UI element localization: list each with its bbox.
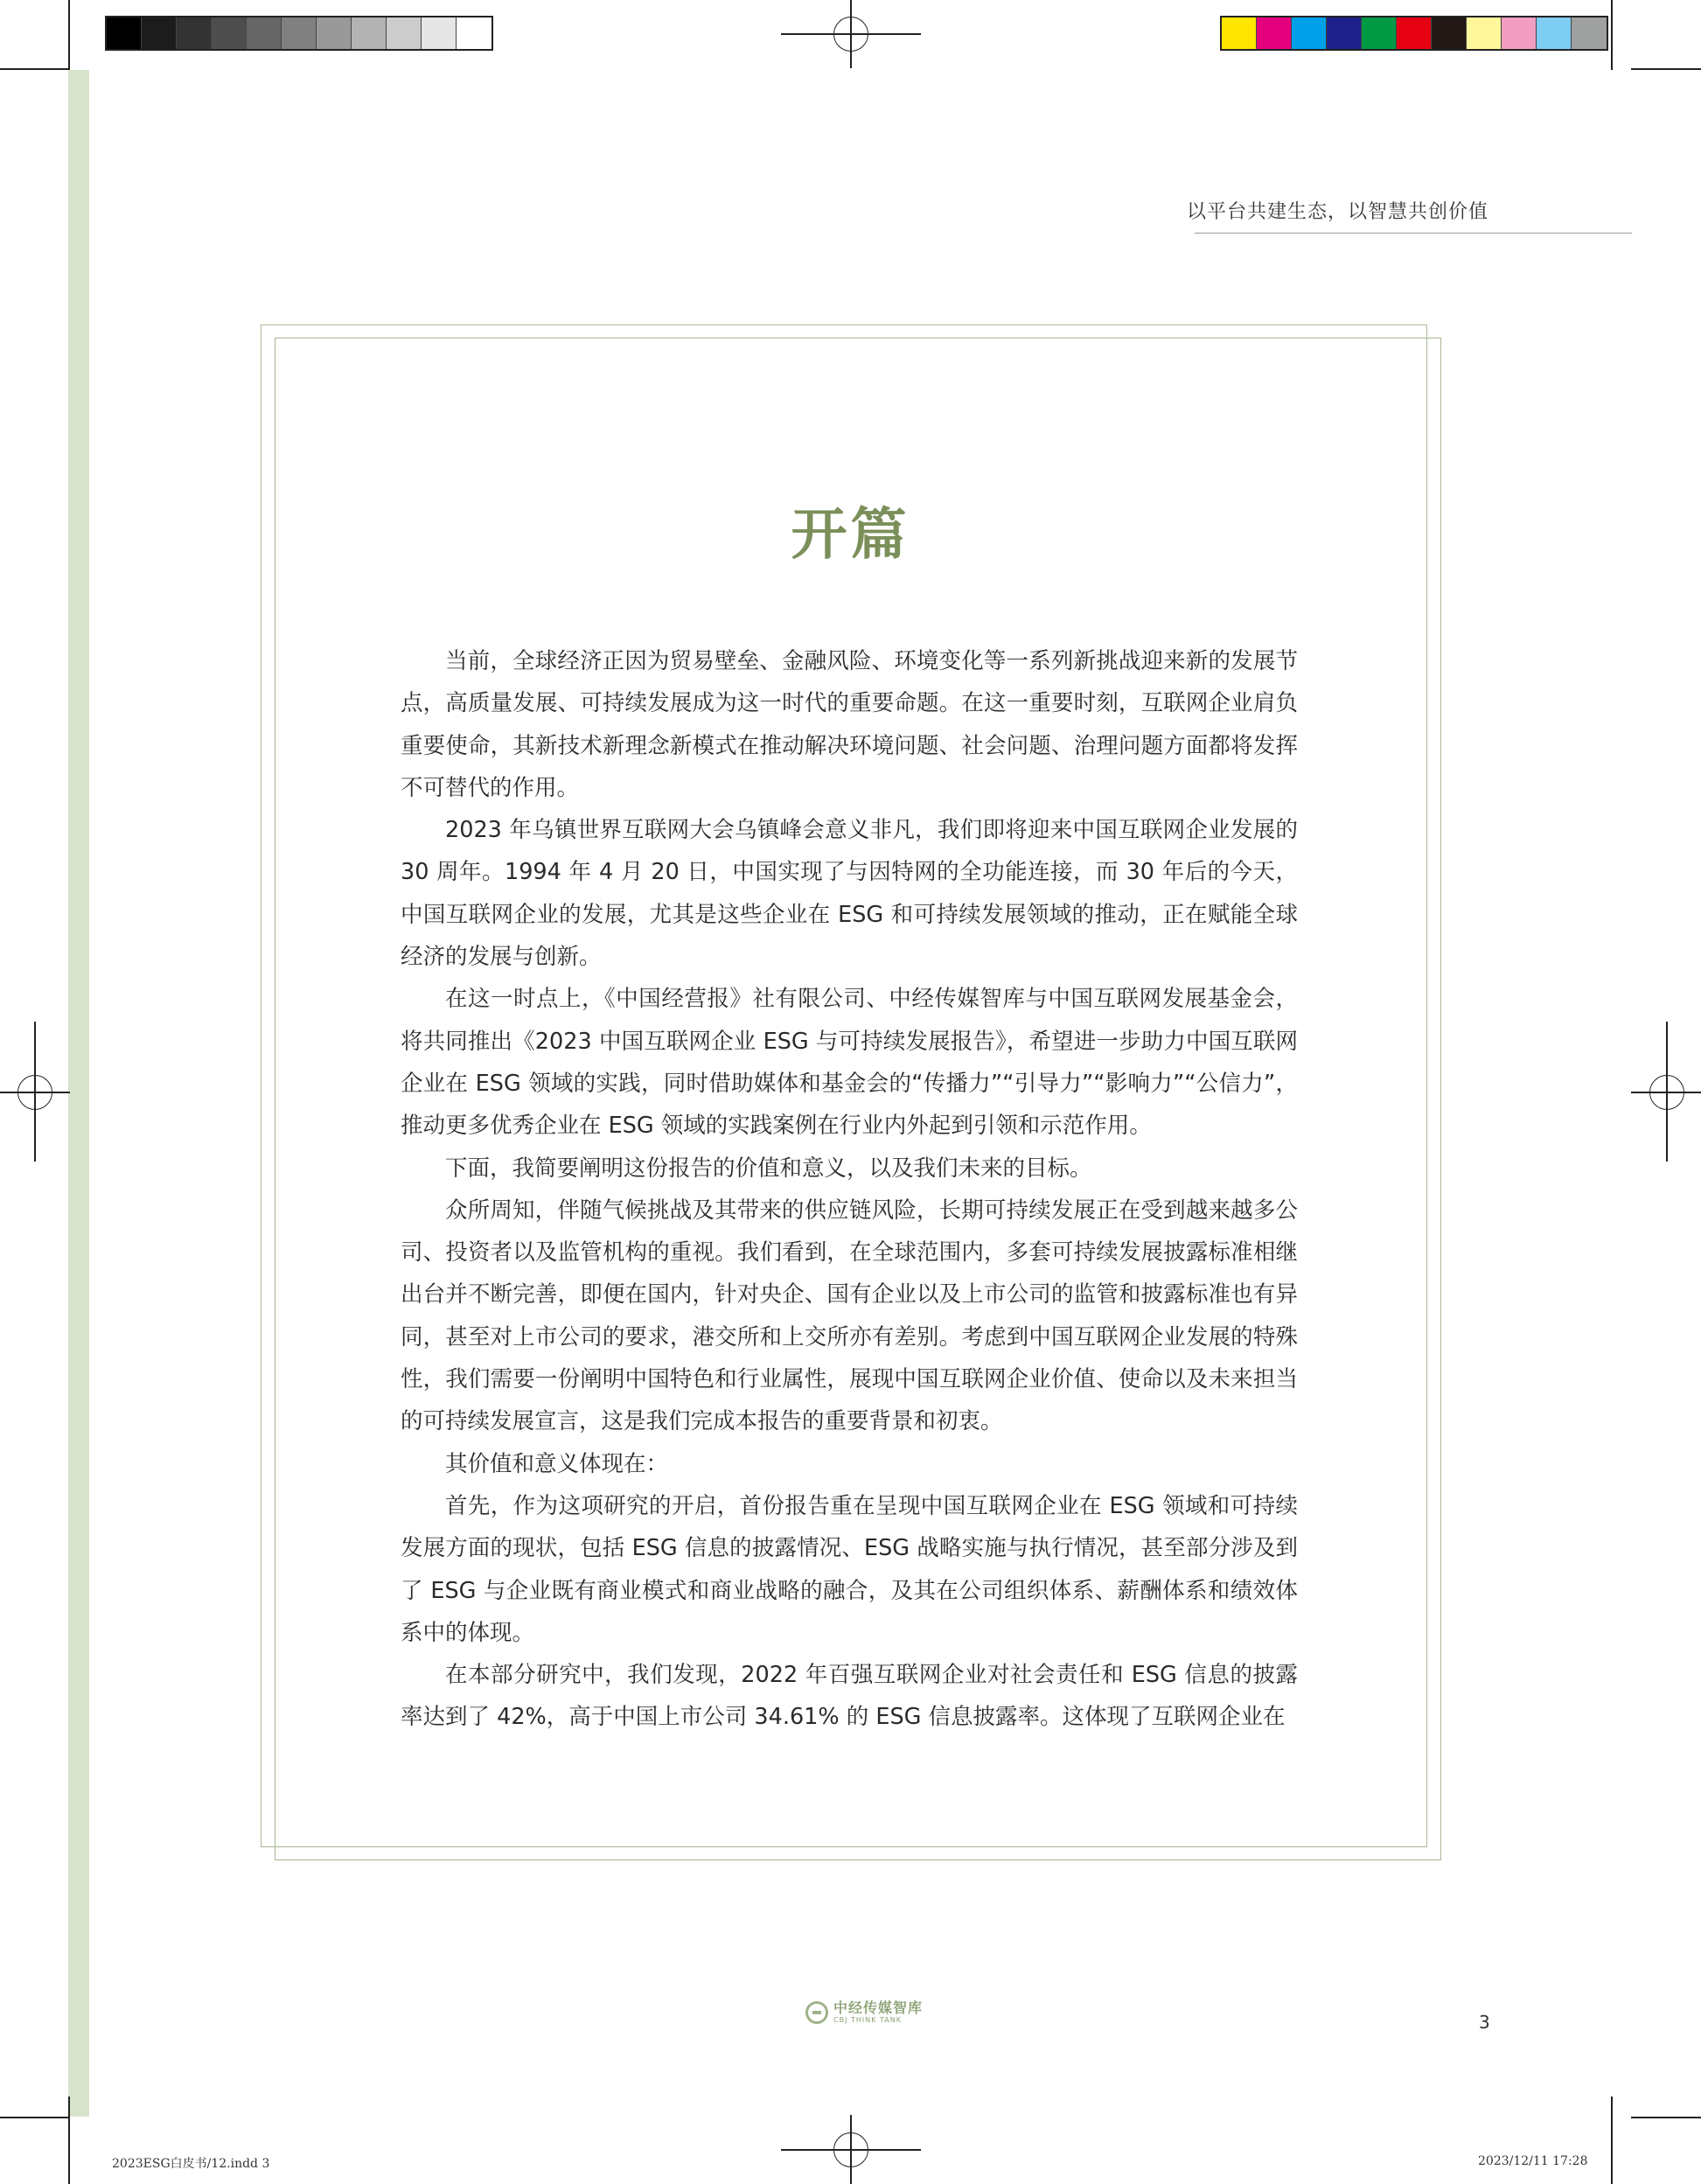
crop-mark [0,68,70,70]
paragraph: 2023 年乌镇世界互联网大会乌镇峰会意义非凡，我们即将迎来中国互联网企业发展的 30 周年。1994 年 4 月 20 日，中国实现了与因特网的全功能连接，而 30 年后的今天，中国互联网企业的发展，尤其是这些企业在 ESG 和可持续发展领域的推动，正在赋能全球经济的发展与创新。 [401,817,1298,971]
color-swatch [1222,17,1257,49]
logo-text-cn: 中经传媒智库 [833,1999,924,2016]
gray-swatch [177,17,212,49]
gray-swatch [142,17,177,49]
paragraph: 在这一时点上，《中国经营报》社有限公司、中经传媒智库与中国互联网发展基金会，将共同推出《2023 中国互联网企业 ESG 与可持续发展报告》，希望进一步助力中国互联网企业在 ESG 领域的实践，同时借助媒体和基金会的“传播力”“引导力”“影响力”“公信力”，推动更多优秀企业在 ESG 领域的实践案例在行业内外起到引领和示范作用。 [401,986,1298,1140]
gray-swatch [317,17,352,49]
crop-mark [1611,0,1613,70]
crop-mark [1611,2097,1613,2184]
side-color-band [68,70,89,2117]
gray-swatch [212,17,247,49]
color-swatch [1327,17,1362,49]
color-swatch-bar [1220,16,1608,51]
page-number: 3 [1479,2012,1490,2033]
running-header: 以平台共建生态，以智慧共创价值 [1186,201,1488,223]
color-swatch [1572,17,1607,49]
gray-swatch [107,17,142,49]
gray-swatch [352,17,387,49]
footer-logo [805,2001,923,2024]
logo-text-en: CBJ THINK TANK [833,2016,902,2024]
crop-mark [1631,2117,1701,2118]
slug-file-info: 2023ESG白皮书/12.indd 3 [112,2157,270,2171]
color-swatch [1537,17,1572,49]
color-swatch [1362,17,1397,49]
registration-mark [833,17,868,52]
crop-mark [68,0,70,70]
paragraph: 在本部分研究中，我们发现，2022 年百强互联网企业对社会责任和 ESG 信息的披露率达到了 42%，高于中国上市公司 34.61% 的 ESG 信息披露率。这体现了互联网企业在 [401,1662,1298,1731]
paragraph: 众所周知，伴随气候挑战及其带来的供应链风险，长期可持续发展正在受到越来越多公司、投资者以及监管机构的重视。我们看到，在全球范围内，多套可持续发展披露标准相继出台并不断完善，即便在国内，针对央企、国有企业以及上市公司的监管和披露标准也有异同，甚至对上市公司的要求，港交所和上交所亦有差别。考虑到中国互联网企业发展的特殊性，我们需要一份阐明中国特色和行业属性，展现中国互联网企业价值、使命以及未来担当的可持续发展宣言，这是我们完成本报告的重要背景和初衷。 [401,1197,1298,1435]
slug-date-info: 2023/12/11 17:28 [1478,2154,1588,2168]
color-swatch [1397,17,1432,49]
gray-swatch [282,17,317,49]
color-swatch [1467,17,1502,49]
grayscale-swatch-bar [105,16,493,51]
color-swatch [1432,17,1467,49]
logo-icon [805,2001,828,2024]
registration-mark [1649,1075,1684,1110]
color-swatch [1502,17,1537,49]
registration-mark [833,2132,868,2167]
paragraph: 其价值和意义体现在： [445,1450,669,1477]
crop-mark [0,2117,70,2118]
gray-swatch [387,17,422,49]
paragraph: 首先，作为这项研究的开启，首份报告重在呈现中国互联网企业在 ESG 领域和可持续发展方面的现状，包括 ESG 信息的披露情况、ESG 战略实施与执行情况，甚至部分涉及到了 ESG 与企业既有商业模式和商业战略的融合，及其在公司组织体系、薪酬体系和绩效体系中的体现。 [401,1492,1298,1646]
crop-mark [68,2097,70,2184]
paragraph: 当前，全球经济正因为贸易壁垒、金融风险、环境变化等一系列新挑战迎来新的发展节点，高质量发展、可持续发展成为这一时代的重要命题。在这一重要时刻，互联网企业肩负重要使命，其新技术新理念新模式在推动解决环境问题、社会问题、治理问题方面都将发挥不可替代的作用。 [401,648,1298,801]
gray-swatch [422,17,457,49]
page-title: 开篇 [791,503,910,568]
registration-mark [17,1075,52,1110]
color-swatch [1292,17,1327,49]
header-rule [1195,233,1632,234]
body-text [401,640,1298,1739]
gray-swatch [457,17,491,49]
color-swatch [1257,17,1292,49]
paragraph: 下面，我简要阐明这份报告的价值和意义，以及我们未来的目标。 [445,1155,1092,1182]
crop-mark [1631,68,1701,70]
gray-swatch [247,17,282,49]
